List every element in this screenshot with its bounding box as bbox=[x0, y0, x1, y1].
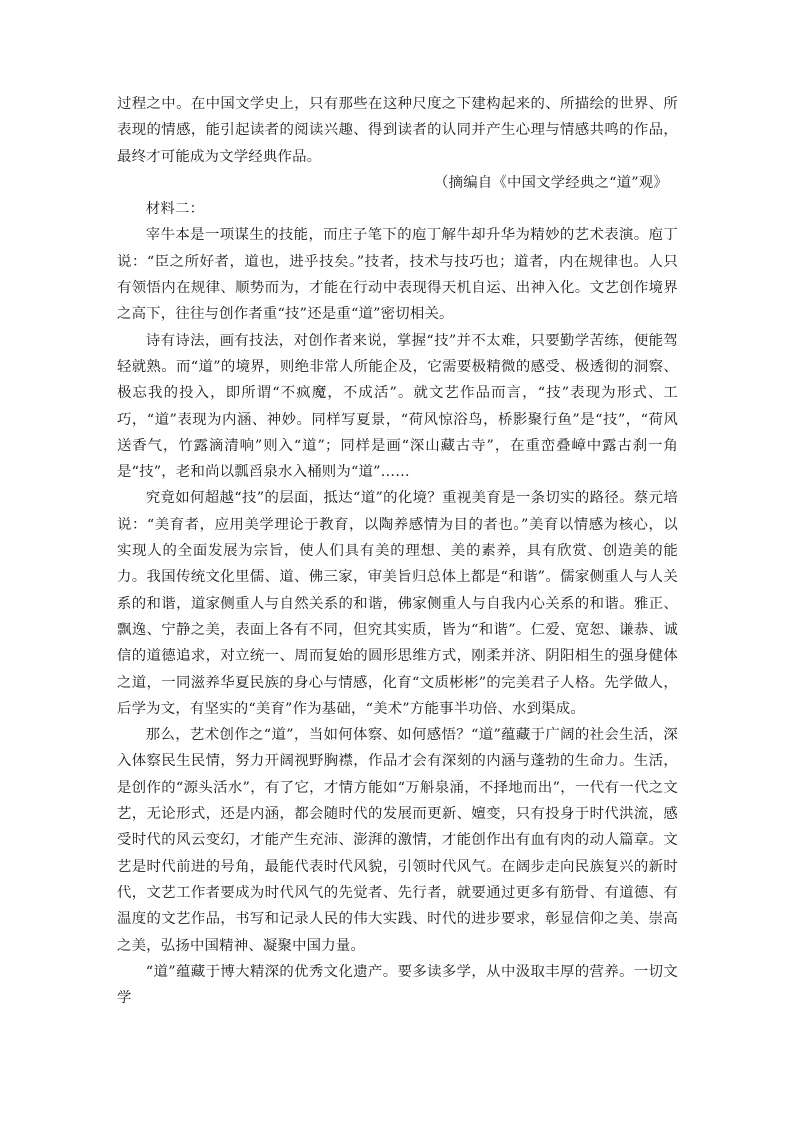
body-paragraph: 宰牛本是一项谋生的技能，而庄子笔下的庖丁解牛却升华为精妙的艺术表演。庖丁说：“臣之所好者，道也，进乎技矣。”技者，技术与技巧也；道者，内在规律也。人只有领悟内在规律、顺势而为，才能在行动中表现得天机自运、出神入化。文艺创作境界之高下，往往与创作者重“技”还是重“道”密切相关。 bbox=[117, 227, 678, 323]
opening-paragraph: 过程之中。在中国文学史上，只有那些在这种尺度之下建构起来的、所描绘的世界、所表现的情感，能引起读者的阅读兴趣、得到读者的认同并产生心理与情感共鸣的作品，最终才可能成为文学经典作品。 bbox=[117, 96, 678, 165]
body-paragraph: 诗有诗法，画有技法，对创作者来说，掌握“技”并不太难，只要勤学苦练，便能驾轻就熟。而“道”的境界，则绝非常人所能企及，它需要极精微的感受、极透彻的洞察、极忘我的投入，即所谓“不疯魔，不成活”。就文艺作品而言，“技”表现为形式、工巧，“道”表现为内涵、神妙。同样写夏景，“荷风惊浴鸟，桥影聚行鱼”是“技”，“荷风送香气，竹露滴清响”则入“道”；同样是画“深山藏古寺”，在重峦叠嶂中露古刹一角是“技”，老和尚以瓢舀泉水入桶则为“道”…… bbox=[117, 332, 678, 481]
body-paragraph: 究竟如何超越“技”的层面，抵达“道”的化境？重视美育是一条切实的路径。蔡元培说：“美育者，应用美学理论于教育，以陶养感情为目的者也。”美育以情感为核心，以实现人的全面发展为宗旨，使人们具有美的理想、美的素养，具有欣赏、创造美的能力。我国传统文化里儒、道、佛三家，审美旨归总体上都是“和谐”。儒家侧重人与人关系的和谐，道家侧重人与自然关系的和谐，佛家侧重人与自我内心关系的和谐。雅正、飘逸、宁静之美，表面上各有不同，但究其实质，皆为“和谐”。仁爱、宽恕、谦恭、诚信的道德追求，对立统一、周而复始的圆形思维方式，刚柔并济、阴阳相生的强身健体之道，一同滋养华夏民族的身心与情感，化育“文质彬彬”的完美君子人格。先学做人，后学为文，有坚实的“美育”作为基础，“美术”方能事半功倍、水到渠成。 bbox=[117, 490, 678, 717]
body-paragraph: 那么，艺术创作之“道”，当如何体察、如何感悟？“道”蕴藏于广阔的社会生活，深入体察民生民情，努力开阔视野胸襟，作品才会有深刻的内涵与蓬勃的生命力。生活，是创作的“源头活水”，有了它，才情方能如“万斛泉涌，不择地而出”，一代有一代之文艺，无论形式，还是内涵，都会随时代的发展而更新、嬗变，只有投身于时代洪流，感受时代的风云变幻，才能产生充沛、澎湃的激情，才能创作出有血有肉的动人篇章。文艺是时代前进的号角，最能代表时代风貌，引领时代风气。在阔步走向民族复兴的新时代，文艺工作者要成为时代风气的先觉者、先行者，就要通过更多有筋骨、有道德、有温度的文艺作品，书写和记录人民的伟大实践、时代的进步要求，彰显信仰之美、崇高之美，弘扬中国精神、凝聚中国力量。 bbox=[117, 727, 678, 954]
document-page bbox=[117, 91, 678, 1011]
body-paragraph: “道”蕴藏于博大精深的优秀文化遗产。要多读多学，从中汲取丰厚的营养。一切文学 bbox=[117, 963, 678, 1007]
section-heading: 材料二： bbox=[145, 201, 205, 218]
source-attribution: （摘编自《中国文学经典之“道”观》 bbox=[434, 174, 668, 191]
